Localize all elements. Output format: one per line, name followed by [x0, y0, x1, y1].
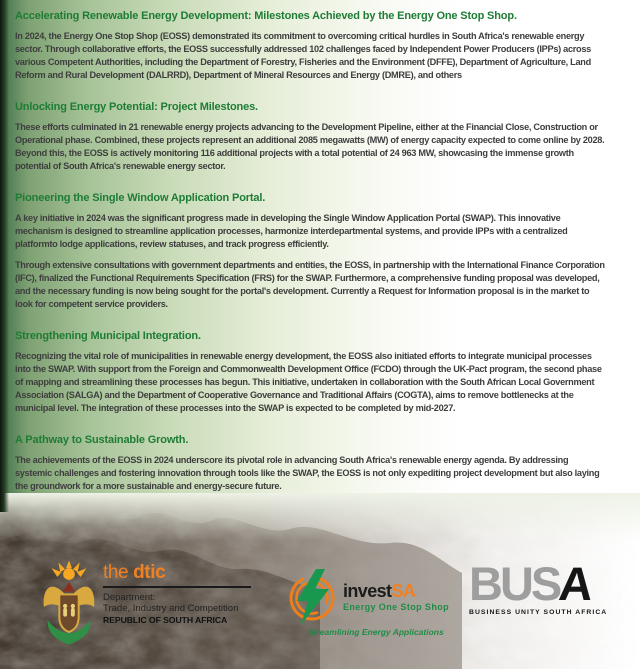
section-heading: A Pathway to Sustainable Growth.: [15, 434, 189, 446]
section-paragraph: A key initiative in 2024 was the significant progress made in developing the Single Window Application Portal (SWAP). This innovative mechanism is designed to streamline application processes, harmonize interdepartmental systems, and provide IPPs with a centralized platformto lodge applications, review statuses, and track progress efficiently.: [15, 213, 568, 249]
section-accelerating: [15, 10, 605, 82]
dtic-logo: [103, 563, 255, 626]
busa-wordmark: [469, 557, 604, 610]
section-paragraph: These efforts culminated in 21 renewable energy projects advancing to the Development Pipeline, either at the Financial Close, Construction or Operational phase. Combined, these projects represent an additional 2085 megawatts (MW) of energy capacity expected to come online by 2028. Beyond this, the EOSS is actively monitoring 116 additional projects with a total potential of 24 963 MW, showcasing the immense growth potential of South Africa's renewable energy sector.: [15, 122, 605, 171]
investsa-logo: [286, 569, 456, 637]
busa-full-name: BUSINESS UNITY SOUTH AFRICA: [469, 609, 608, 616]
footer: [0, 493, 640, 669]
section-paragraph: Through extensive consultations with government departments and entities, the EOSS, in partnership with the International Finance Corporation (IFC), finalized the Functional Requirements Specification (FRS) for the SWAP. Furthermore, a comprehensive funding proposal was developed, and the necessary funding is now being sought for the portal's development. Currently a Request for Information proposal is in the market to look for competent service providers.: [15, 260, 605, 309]
dtic-department-name: Trade, Industry and Competition: [103, 603, 239, 614]
section-heading: Accelerating Renewable Energy Development: Milestones Achieved by the Energy One Stop Shop.: [15, 10, 517, 22]
investsa-text: [343, 582, 449, 612]
left-edge-strip: [0, 0, 9, 512]
section-heading: Pioneering the Single Window Application Portal.: [15, 192, 266, 204]
section-unlocking: [15, 101, 605, 173]
dtic-divider-line: [103, 586, 251, 588]
eoss-tagline: Streamlining Energy Applications: [308, 627, 444, 637]
section-pioneering: [15, 192, 605, 311]
busa-letters-grey: BUS: [469, 557, 560, 610]
busa-letter-a: A: [556, 557, 593, 610]
sa-part: SA: [391, 581, 416, 601]
section-paragraph: The achievements of the EOSS in 2024 underscore its pivotal role in advancing South Africa's renewable energy agenda. By addressing systemic challenges and fostering innovation through tools like the SWAP, the EOSS is not only expediting project development but also laying the groundwork for a more sustainable and energy-secure future.: [15, 455, 600, 491]
section-heading: Strengthening Municipal Integration.: [15, 330, 201, 342]
dtic-the: the: [103, 562, 134, 583]
section-heading: Unlocking Energy Potential: Project Milestones.: [15, 101, 258, 113]
invest-part: invest: [343, 581, 392, 601]
dtic-name: dtic: [133, 562, 166, 583]
section-paragraph: Recognizing the vital role of municipalities in renewable energy development, the EOSS also initiated efforts to integrate municipal processes into the SWAP. With support from the Foreign and Commonwealth Development Office (FCDO) through the UK-Pact program, the second phase of mapping and streamlining these processes has begun. This initiative, undertaken in collaboration with the South African Local Government Association (SALGA) and the Department of Cooperative Governance and Traditional Affairs (COGTA), aims to remove bottlenecks at the municipal level. The integration of these processes into the SWAP is expected to be completed by mid-2027.: [15, 351, 602, 413]
sa-coat-of-arms-icon: [40, 559, 98, 651]
lightning-bolt-icon: [286, 569, 338, 625]
dtic-department-label: Department:: [103, 592, 156, 603]
dtic-wordmark: [103, 563, 255, 583]
section-municipal: [15, 330, 605, 415]
dtic-country: REPUBLIC OF SOUTH AFRICA: [103, 615, 228, 625]
investsa-wordmark: [343, 582, 449, 600]
section-pathway: [15, 434, 605, 493]
section-paragraph: In 2024, the Energy One Stop Shop (EOSS) demonstrated its commitment to overcoming critical hurdles in South Africa's renewable energy sector. Through collaborative efforts, the EOSS successfully addressed 102 challenges faced by Independent Power Producers (IPPs) across various Competent Authorities, including the Department of Forestry, Fisheries and the Environment (DFFE), Department of Agriculture, Land Reform and Rural Development (DALRRD), Department of Mineral Resources and Energy (DMRE), and others: [15, 31, 591, 80]
eoss-subtitle: Energy One Stop Shop: [343, 602, 450, 612]
investsa-row: [286, 569, 456, 625]
busa-logo: [469, 557, 608, 616]
